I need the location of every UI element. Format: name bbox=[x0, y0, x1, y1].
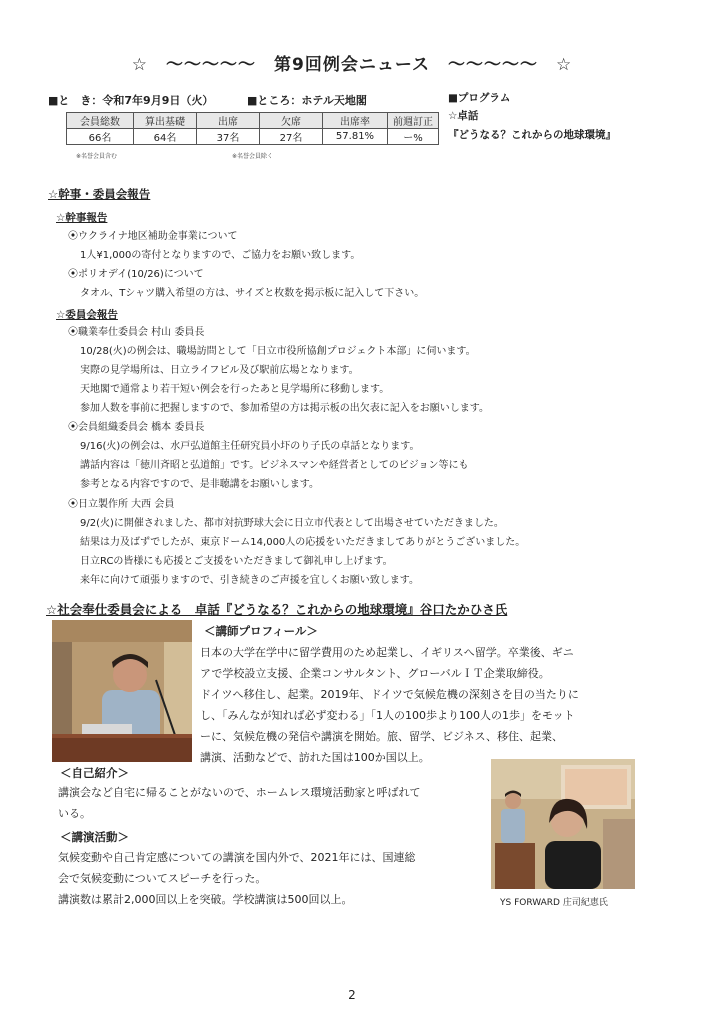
att-value: 37名 bbox=[197, 129, 260, 145]
program-talk: 『どうなる？これからの地球環境』 bbox=[448, 129, 616, 141]
att-value: 57.81% bbox=[323, 129, 388, 145]
att-value: 66名 bbox=[67, 129, 134, 145]
att-header: 出席 bbox=[197, 113, 260, 129]
report-line: 来年に向けて頑張りますので、引き続きのご声援を宜しくお願い致します。 bbox=[80, 575, 419, 586]
photo-caption: YS FORWARD 庄司紀恵氏 bbox=[500, 898, 608, 908]
profile-line: し、「みんなが知れば必ず変わる」「1人の100歩より100人の1歩」をモット bbox=[200, 709, 575, 722]
report-line: 9/2(火)に開催されました、都市対抗野球大会に日立市代表として出場させていただきました。 bbox=[80, 518, 504, 529]
attendance-table bbox=[66, 112, 439, 145]
profile-line: アで学校設立支援、企業コンサルタント、グローバルＩＴ企業取締役。 bbox=[200, 667, 550, 680]
att-header: 出席率 bbox=[323, 113, 388, 129]
intro-line: いる。 bbox=[58, 807, 91, 820]
report-line: 日立RCの皆様にも応援とご支援をいただきまして御礼申し上げます。 bbox=[80, 556, 393, 567]
profile-line: 講演、活動などで、訪れた国は100か国以上。 bbox=[200, 751, 430, 764]
kanji-report-heading: ☆幹事報告 bbox=[56, 212, 108, 224]
report-line: 参加人数を事前に把握しますので、参加希望の方は掲示板の出欠表に記入をお願いします。 bbox=[80, 403, 489, 414]
guest-photo bbox=[491, 759, 635, 889]
intro-text bbox=[58, 782, 488, 824]
meeting-place: ■ところ：ホテル天地閣 bbox=[247, 94, 367, 107]
report-line: 参考となる内容ですので、是非聴講をお願いします。 bbox=[80, 479, 319, 490]
activity-line: 会で気候変動についてスピーチを行った。 bbox=[58, 872, 267, 885]
profile-line: ドイツへ移住し、起業。2019年、ドイツで気候危機の深刻さを目の当たりに bbox=[200, 688, 579, 701]
attendance-note: ※名誉会員含む bbox=[76, 153, 118, 160]
att-value: 27名 bbox=[260, 129, 323, 145]
page-number: 2 bbox=[348, 988, 356, 1002]
report-line: ⦿ウクライナ地区補助金事業について bbox=[68, 231, 238, 242]
att-value: 64名 bbox=[134, 129, 197, 145]
report-line: ⦿日立製作所 大西 会員 bbox=[68, 499, 175, 510]
att-header: 欠席 bbox=[260, 113, 323, 129]
report-line: 結果は力及ばずでしたが、東京ドーム14,000人の応援をいただきましてありがとうございました。 bbox=[80, 537, 526, 548]
att-header: 算出基礎 bbox=[134, 113, 197, 129]
report-line: 9/16(火)の例会は、水戸弘道館主任研究員小圷のり子氏の卓話となります。 bbox=[80, 441, 420, 452]
intro-heading: ＜自己紹介＞ bbox=[60, 766, 129, 780]
profile-line: ーに、気候危機の発信や講演を開始。旅、留学、ビジネス、移住、起業、 bbox=[200, 730, 563, 743]
speaker-photo bbox=[52, 620, 192, 762]
att-header: 前週訂正 bbox=[388, 113, 439, 129]
report-line: ⦿ポリオデイ(10/26)について bbox=[68, 269, 204, 280]
att-value: ー% bbox=[388, 129, 439, 145]
activity-heading: ＜講演活動＞ bbox=[60, 830, 129, 844]
profile-text bbox=[200, 642, 640, 768]
speech-title: ☆社会奉仕委員会による 卓話『どうなる？これからの地球環境』谷口たかひさ氏 bbox=[46, 602, 508, 617]
report-line: ⦿職業奉仕委員会 村山 委員長 bbox=[68, 327, 205, 338]
page-title: ☆ ～～～～～ 第9回例会ニュース ～～～～～ ☆ bbox=[131, 55, 573, 75]
report-line: タオル、Tシャツ購入希望の方は、サイズと枚数を掲示板に記入して下さい。 bbox=[80, 288, 425, 299]
profile-heading: ＜講師プロフィール＞ bbox=[204, 624, 318, 638]
report-line: 天地閣で通常より若干短い例会を行ったあと見学場所に移動します。 bbox=[80, 384, 390, 395]
att-header: 会員総数 bbox=[67, 113, 134, 129]
report-line: 実際の見学場所は、日立ライフピル及び駅前広場となります。 bbox=[80, 365, 359, 376]
report-line: 10/28(火)の例会は、職場訪問として「日立市役所協創プロジェクト本部」に伺います。 bbox=[80, 346, 476, 357]
activity-line: 講演数は累計2,000回以上を突破。学校講演は500回以上。 bbox=[58, 893, 353, 906]
committee-report-heading: ☆委員会報告 bbox=[56, 309, 118, 321]
report-line: 講話内容は「徳川斉昭と弘道館」です。ビジネスマンや経営者としてのビジョン等にも bbox=[80, 460, 469, 471]
meeting-date: ■と き：令和7年9月9日（火） bbox=[48, 94, 214, 107]
program-item: ☆卓話 bbox=[448, 110, 479, 122]
profile-line: 日本の大学在学中に留学費用のため起業し、イギリスへ留学。卒業後、ギニ bbox=[200, 646, 574, 659]
program-heading: ■プログラム bbox=[448, 92, 511, 104]
intro-line: 講演会など自宅に帰ることがないので、ホームレス環境活動家と呼ばれて bbox=[58, 786, 421, 799]
activity-text bbox=[58, 847, 488, 910]
activity-line: 気候変動や自己肯定感についての講演を国内外で、2021年には、国連総 bbox=[58, 851, 416, 864]
report-line: ⦿会員組織委員会 橋本 委員長 bbox=[68, 422, 205, 433]
report-line: 1人¥1,000の寄付となりますので、ご協力をお願い致します。 bbox=[80, 250, 361, 261]
attendance-note: ※名誉会員除く bbox=[232, 153, 274, 160]
reports-heading: ☆幹事・委員会報告 bbox=[48, 187, 151, 201]
